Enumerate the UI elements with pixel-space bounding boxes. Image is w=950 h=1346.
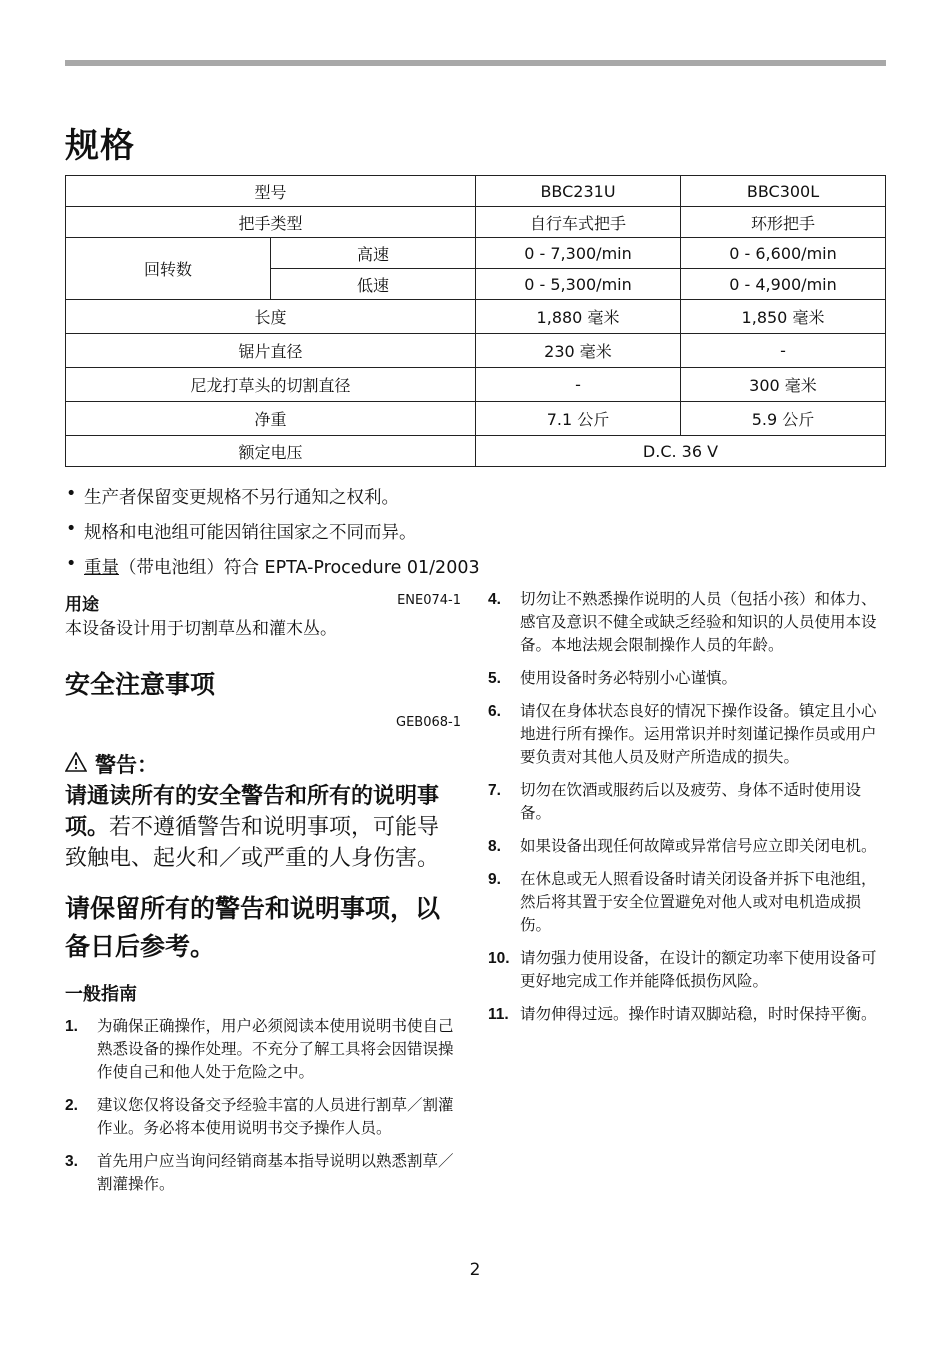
table-cell: 额定电压 xyxy=(66,436,476,467)
use-heading: 用途 xyxy=(65,595,99,615)
list-item xyxy=(488,588,885,657)
bullet-icon: • xyxy=(66,484,77,504)
table-row xyxy=(66,207,886,238)
item-text: 请勿强力使用设备，在设计的额定功率下使用设备可更好地完成工作并能降低损伤风险。 xyxy=(520,949,877,990)
warning-text xyxy=(65,781,461,874)
table-cell: 环形把手 xyxy=(681,207,886,238)
item-number: 5. xyxy=(488,670,501,687)
list-item xyxy=(488,868,885,937)
table-cell: 净重 xyxy=(66,402,476,436)
table-cell: 0 - 6,600/min xyxy=(681,238,886,269)
table-cell: 0 - 5,300/min xyxy=(476,269,681,300)
item-number: 6. xyxy=(488,703,501,720)
item-number: 9. xyxy=(488,871,501,888)
bullet-icon: • xyxy=(66,554,77,574)
item-text: 请仅在身体状态良好的情况下操作设备。镇定且小心地进行所有操作。运用常识并时刻谨记操作员或用户要负责对其他人员及财产所造成的损失。 xyxy=(520,702,877,766)
item-text: 切勿让不熟悉操作说明的人员（包括小孩）和体力、感官及意识不健全或缺乏经验和知识的人员使用本设备。本地法规会限制操作人员的年龄。 xyxy=(520,590,877,654)
list-item xyxy=(65,519,480,554)
table-cell: 0 - 4,900/min xyxy=(681,269,886,300)
keep-instructions: 请保留所有的警告和说明事项，以备日后参考。 xyxy=(65,894,441,961)
table-cell: 300 毫米 xyxy=(681,368,886,402)
note-text: （带电池组）符合 EPTA-Procedure 01/2003 xyxy=(119,558,480,578)
right-column xyxy=(488,588,885,1036)
use-text: 本设备设计用于切割草丛和灌木丛。 xyxy=(65,619,337,639)
warning-icon xyxy=(65,752,87,777)
table-row xyxy=(66,238,886,269)
list-item xyxy=(488,947,885,993)
warning-heading xyxy=(65,749,461,779)
table-cell: 1,850 毫米 xyxy=(681,300,886,334)
item-number: 10. xyxy=(488,950,510,967)
item-number: 8. xyxy=(488,838,501,855)
table-cell: 把手类型 xyxy=(66,207,476,238)
table-cell: D.C. 36 V xyxy=(476,436,886,467)
item-number: 4. xyxy=(488,591,501,608)
table-cell: 0 - 7,300/min xyxy=(476,238,681,269)
table-cell: 7.1 公斤 xyxy=(476,402,681,436)
list-item xyxy=(488,667,885,690)
list-item xyxy=(65,1094,461,1140)
table-cell: 高速 xyxy=(271,238,476,269)
note-underlined-text: 重量 xyxy=(84,558,119,578)
list-item xyxy=(65,1015,461,1084)
table-row xyxy=(66,334,886,368)
item-text: 建议您仅将设备交予经验丰富的人员进行割草／割灌作业。务必将本使用说明书交予操作人员。 xyxy=(97,1096,454,1137)
item-number: 1. xyxy=(65,1018,78,1035)
item-text: 在休息或无人照看设备时请关闭设备并拆下电池组，然后将其置于安全位置避免对他人或对电机造成损伤。 xyxy=(520,870,877,934)
list-item xyxy=(65,1150,461,1196)
table-row xyxy=(66,402,886,436)
table-cell: BBC231U xyxy=(476,176,681,207)
safety-code: GEB068-1 xyxy=(396,715,461,730)
warning-label: 警告： xyxy=(95,753,158,777)
table-cell: 5.9 公斤 xyxy=(681,402,886,436)
item-number: 11. xyxy=(488,1006,509,1023)
table-cell: BBC300L xyxy=(681,176,886,207)
general-heading: 一般指南 xyxy=(65,984,137,1005)
list-item xyxy=(488,835,885,858)
table-cell: - xyxy=(476,368,681,402)
item-text: 请勿伸得过远。操作时请双脚站稳，时时保持平衡。 xyxy=(520,1005,877,1023)
warning-rest-text: 若不遵循警告和说明事项，可能导致触电、起火和／或严重的人身伤害。 xyxy=(65,815,440,871)
table-cell: 自行车式把手 xyxy=(476,207,681,238)
list-item xyxy=(488,779,885,825)
item-text: 为确保正确操作，用户必须阅读本使用说明书使自己熟悉设备的操作处理。不充分了解工具将会因错误操作使自己和他人处于危险之中。 xyxy=(97,1017,454,1081)
list-item xyxy=(65,554,480,589)
table-cell: 型号 xyxy=(66,176,476,207)
table-row xyxy=(66,300,886,334)
left-column xyxy=(65,590,461,1206)
item-text: 如果设备出现任何故障或异常信号应立即关闭电机。 xyxy=(520,837,877,855)
table-cell: 锯片直径 xyxy=(66,334,476,368)
item-number: 3. xyxy=(65,1153,78,1170)
page-number: 2 xyxy=(469,1260,481,1280)
item-number: 7. xyxy=(488,782,501,799)
table-row xyxy=(66,436,886,467)
table-cell: - xyxy=(681,334,886,368)
item-text: 使用设备时务必特别小心谨慎。 xyxy=(520,669,738,687)
header-rule xyxy=(65,60,886,66)
table-cell: 长度 xyxy=(66,300,476,334)
table-cell: 1,880 毫米 xyxy=(476,300,681,334)
list-item xyxy=(65,484,480,519)
table-cell: 低速 xyxy=(271,269,476,300)
spec-table xyxy=(65,175,886,467)
page-title: 规格 xyxy=(65,126,135,166)
item-text: 切勿在饮酒或服药后以及疲劳、身体不适时使用设备。 xyxy=(520,781,862,822)
bullet-icon: • xyxy=(66,519,77,539)
list-item xyxy=(488,700,885,769)
table-row xyxy=(66,368,886,402)
spec-notes xyxy=(65,484,480,589)
list-item xyxy=(488,1003,885,1026)
general-list-left xyxy=(65,1015,461,1196)
table-cell: 回转数 xyxy=(66,238,271,300)
item-number: 2. xyxy=(65,1097,78,1114)
safety-heading: 安全注意事项 xyxy=(65,670,216,699)
note-text: 生产者保留变更规格不另行通知之权利。 xyxy=(84,488,399,508)
table-cell: 尼龙打草头的切割直径 xyxy=(66,368,476,402)
note-text: 规格和电池组可能因销往国家之不同而异。 xyxy=(84,523,417,543)
table-row xyxy=(66,176,886,207)
table-cell: 230 毫米 xyxy=(476,334,681,368)
use-code: ENE074-1 xyxy=(397,593,461,608)
item-text: 首先用户应当询问经销商基本指导说明以熟悉割草／割灌操作。 xyxy=(97,1152,454,1193)
warning-bold-text: 请通读所有的安全警告和所有的说明事项。 xyxy=(65,784,440,840)
